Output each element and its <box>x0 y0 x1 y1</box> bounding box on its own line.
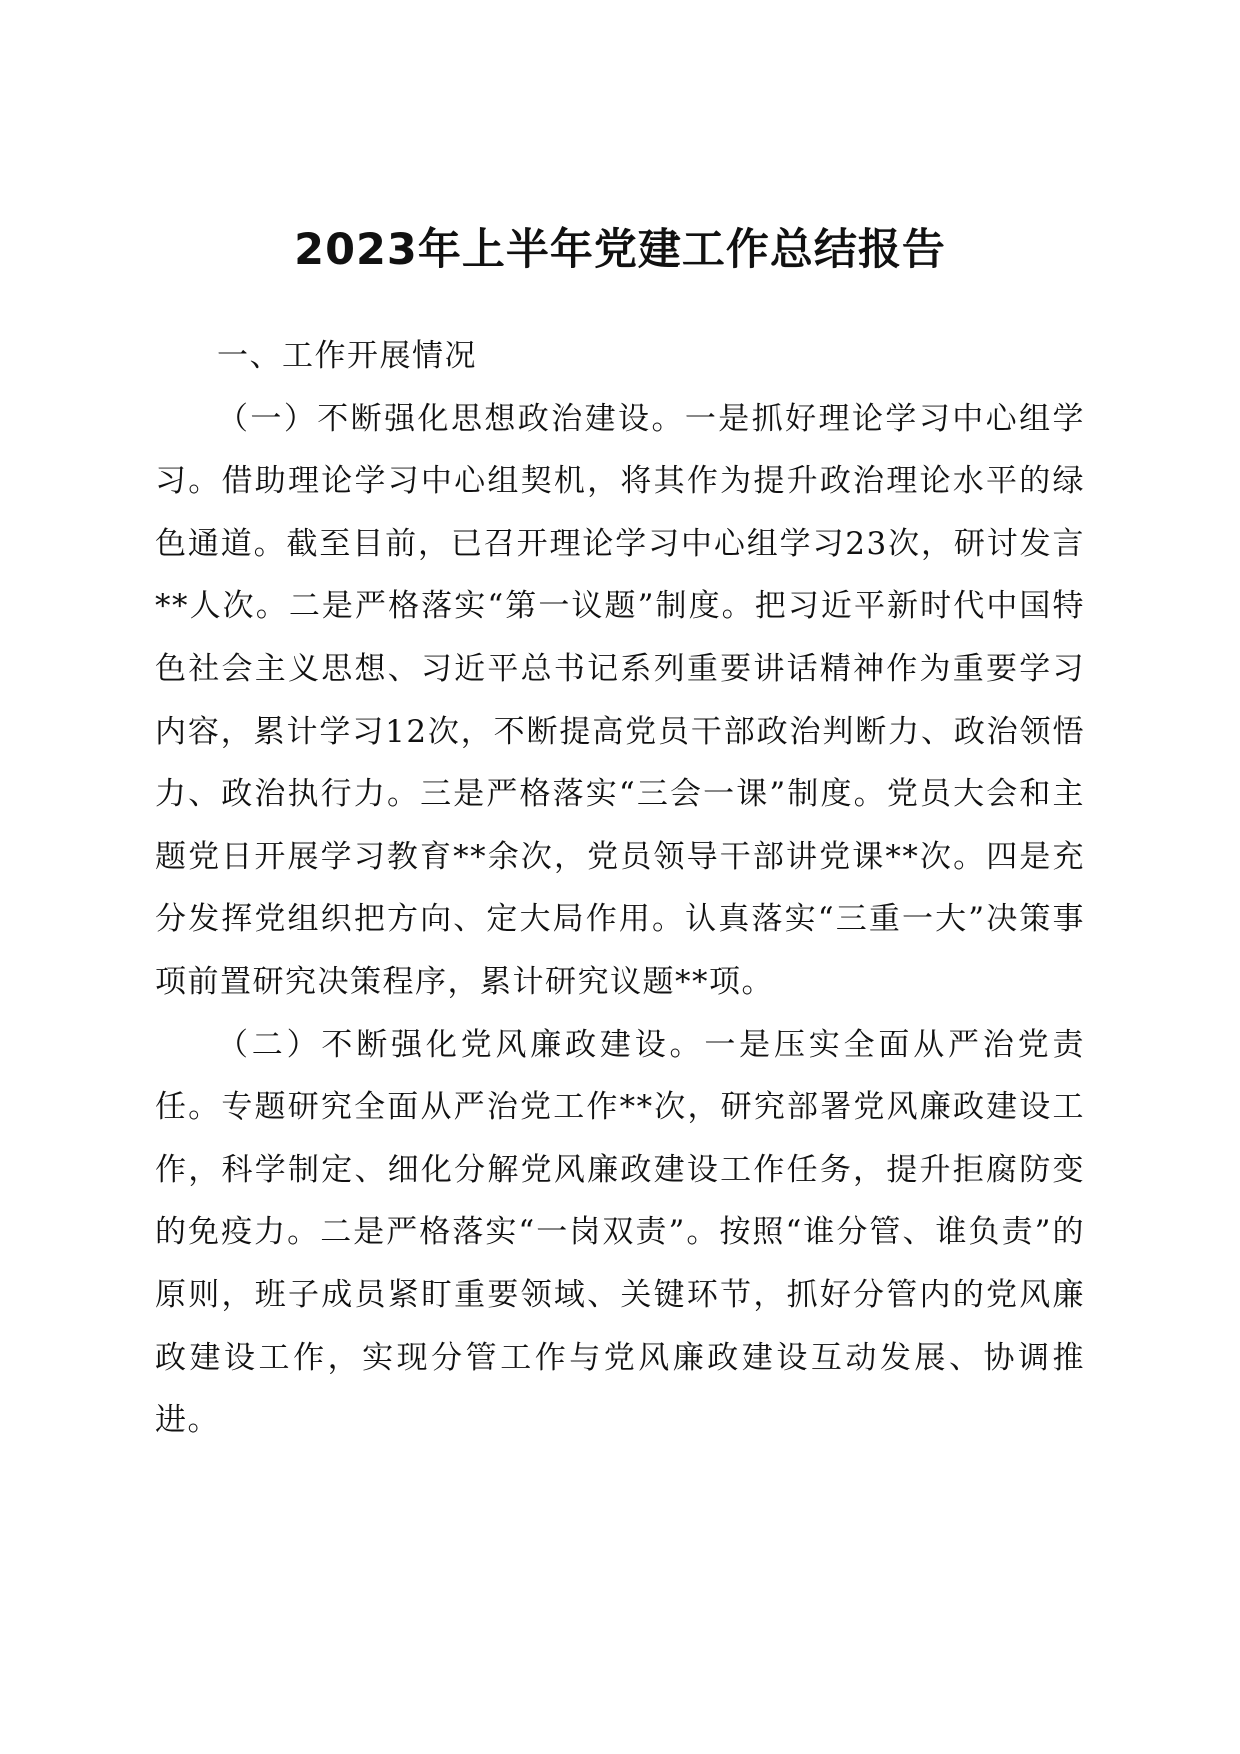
paragraph-political-construction: （一）不断强化思想政治建设。一是抓好理论学习中心组学习。借助理论学习中心组契机，将其作为提升政治理论水平的绿色通道。截至目前，已召开理论学习中心组学习23次，研讨发言**人次。二是严格落实“第一议题”制度。把习近平新时代中国特色社会主义思想、习近平总书记系列重要讲话精神作为重要学习内容，累计学习12次，不断提高党员干部政治判断力、政治领悟力、政治执行力。三是严格落实“三会一课”制度。党员大会和主题党日开展学习教育**余次，党员领导干部讲党课**次。四是充分发挥党组织把方向、定大局作用。认真落实“三重一大”决策事项前置研究决策程序，累计研究议题**项。 <box>155 400 1085 1000</box>
document-body <box>155 325 1085 1452</box>
paragraph-integrity-construction: （二）不断强化党风廉政建设。一是压实全面从严治党责任。专题研究全面从严治党工作**次，研究部署党风廉政建设工作，科学制定、细化分解党风廉政建设工作任务，提升拒腐防变的免疫力。二是严格落实“一岗双责”。按照“谁分管、谁负责”的原则，班子成员紧盯重要领域、关键环节，抓好分管内的党风廉政建设工作，实现分管工作与党风廉政建设互动发展、协调推进。 <box>155 1026 1085 1439</box>
document-title: 2023年上半年党建工作总结报告 <box>294 225 946 275</box>
section-heading: 一、工作开展情况 <box>217 338 477 374</box>
